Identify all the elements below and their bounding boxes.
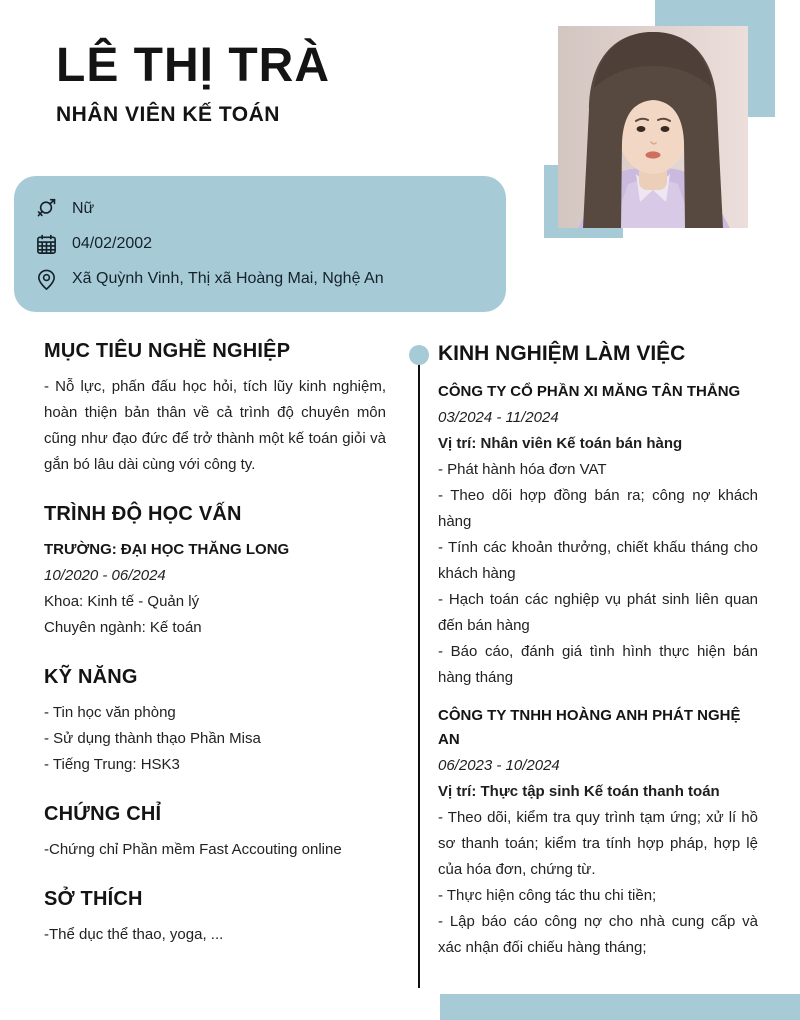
profile-photo [558,26,748,228]
section-certificates [44,803,386,863]
job-company: CÔNG TY TNHH HOÀNG ANH PHÁT NGHỆ AN [438,707,741,748]
education-school: TRƯỜNG: ĐẠI HỌC THĂNG LONG [44,541,290,558]
section-education [44,503,386,641]
section-hobbies [44,888,386,948]
bullet-dot-icon [409,345,429,365]
job-position: Vị trí: Nhân viên Kế toán bán hàng [438,435,683,452]
info-row-birthday [34,232,486,256]
location-icon [34,267,58,291]
job-duty: - Theo dõi hợp đồng bán ra; công nợ khách hàng [438,487,758,530]
objective-body: - Nỗ lực, phấn đấu học hỏi, tích lũy kinh nghiệm, hoàn thiện bản thân về cả trình độ chuyên môn cũng như đạo đức để trở thành một kế toán giỏi và gắn bó lâu dài cùng với công ty. [44,378,386,473]
personal-info-box [14,176,506,312]
job-title: NHÂN VIÊN KẾ TOÁN [56,103,280,126]
skill-item: - Tiếng Trung: HSK3 [44,756,180,773]
hobbies-heading: SỞ THÍCH [44,888,143,910]
right-column [438,342,758,974]
certificate-item: -Chứng chỉ Phần mềm Fast Accouting online [44,841,342,858]
job-duty: - Phát hành hóa đơn VAT [438,461,607,478]
objective-heading: MỤC TIÊU NGHỀ NGHIỆP [44,340,291,362]
job-duty: - Thực hiện công tác thu chi tiền; [438,887,657,904]
column-divider [418,358,420,988]
job-duty: - Lập báo cáo công nợ cho nhà cung cấp và xác nhận đối chiếu hàng tháng; [438,913,758,956]
job-entry [438,380,758,691]
job-duty: - Báo cáo, đánh giá tình hình thực hiện bán hàng tháng [438,643,758,686]
experience-heading: KINH NGHIỆM LÀM VIỆC [438,342,686,365]
job-duty: - Hạch toán các nghiệp vụ phát sinh liên quan đến bán hàng [438,591,758,634]
info-birthday-value: 04/02/2002 [72,235,153,252]
experience-header [438,342,758,366]
hobby-item: -Thể dục thể thao, yoga, ... [44,926,224,943]
education-period: 10/2020 - 06/2024 [44,567,166,584]
info-gender-value: Nữ [72,200,95,217]
job-duty: - Tính các khoản thưởng, chiết khấu tháng cho khách hàng [438,539,758,582]
gender-icon [34,197,58,221]
left-column [44,340,386,973]
education-faculty: Khoa: Kinh tế - Quản lý [44,593,200,610]
info-row-address [34,267,486,291]
decor-rect-bottom [440,994,800,1020]
skill-item: - Sử dụng thành thạo Phần Misa [44,730,261,747]
certificates-heading: CHỨNG CHỈ [44,803,162,825]
calendar-icon [34,232,58,256]
job-position: Vị trí: Thực tập sinh Kế toán thanh toán [438,783,720,800]
section-skills [44,666,386,778]
job-period: 03/2024 - 11/2024 [438,409,559,426]
skills-heading: KỸ NĂNG [44,666,138,688]
job-duty: - Theo dõi, kiểm tra quy trình tạm ứng; xử lí hồ sơ thanh toán; kiểm tra tính hợp pháp, hợp lệ của hóa đơn, chứng từ. [438,809,758,878]
education-heading: TRÌNH ĐỘ HỌC VẤN [44,503,242,525]
education-major: Chuyên ngành: Kế toán [44,619,202,636]
page-title: LÊ THỊ TRÀ [56,39,330,92]
job-entry [438,704,758,961]
info-row-gender [34,197,486,221]
job-company: CÔNG TY CỔ PHẦN XI MĂNG TÂN THẮNG [438,383,741,400]
info-address-value: Xã Quỳnh Vinh, Thị xã Hoàng Mai, Nghệ An [72,270,384,287]
section-objective [44,340,386,478]
skill-item: - Tin học văn phòng [44,704,176,721]
job-period: 06/2023 - 10/2024 [438,757,560,774]
